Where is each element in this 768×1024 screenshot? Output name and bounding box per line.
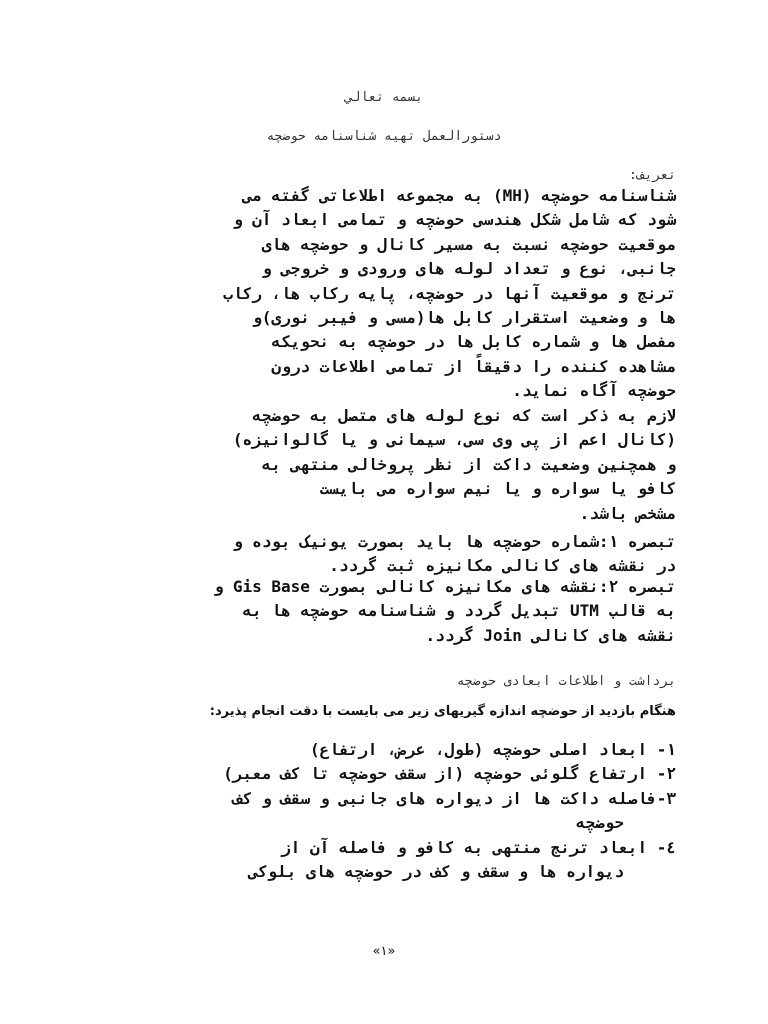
document-title: دستورالعمل تهيه شناسنامه حوضچه bbox=[266, 129, 502, 144]
paragraph-line: و همچنین وضعیت داکت از نظر پروخالی منتهی به bbox=[261, 454, 676, 474]
note-paragraph bbox=[90, 404, 676, 526]
measurements-list bbox=[90, 738, 676, 884]
list-item-continuation: حوضچه bbox=[575, 813, 624, 833]
list-item: ٤- ابعاد ترنج منتهی به کافو و فاصله آن از bbox=[281, 837, 676, 857]
paragraph-line: (کانال اعم از پی وی سی، سیمانی و یا گالوانیزه) bbox=[232, 430, 676, 450]
page-number: «۱» bbox=[372, 944, 396, 959]
paragraph-line: شود که شامل شکل هندسی حوضچه و تمامی ابعاد آن و bbox=[232, 210, 676, 230]
list-item: ۳-فاصله داکت ها از دیواره های جانبی و سقف و کف bbox=[232, 788, 676, 808]
paragraph-line: تبصره ۱:شماره حوضچه ها باید بصورت یونیک بوده و bbox=[232, 532, 676, 551]
measurements-heading: برداشت و اطلاعات ابعادی حوضچه bbox=[456, 674, 676, 689]
paragraph-line: نقشه های کانالی Join گردد. bbox=[425, 625, 676, 645]
paragraph-line: شناسنامه حوضچه (MH) به مجموعه اطلاعاتی گفته می bbox=[242, 186, 676, 205]
paragraph-line: کافو یا سواره و یا نیم سواره می بایست bbox=[319, 479, 676, 499]
list-item-continuation: دیواره ها و سقف و کف در حوضچه های بلوکی bbox=[248, 862, 624, 882]
definition-heading: تعريف: bbox=[629, 168, 676, 183]
paragraph-line: جانبی، نوع و تعداد لوله های ورودی و خروجی و bbox=[261, 259, 676, 279]
note-2-paragraph bbox=[90, 575, 676, 648]
paragraph-line: مشخص باشد. bbox=[579, 503, 676, 523]
paragraph-line: در نقشه های کانالی مکانیزه ثبت گردد. bbox=[329, 556, 676, 576]
definition-paragraph bbox=[90, 184, 676, 404]
list-item: ۲- ارتفاع گلوئی حوضچه (از سقف حوضچه تا کف معبر) bbox=[223, 764, 676, 784]
paragraph-line: مفصل ها و شماره کابل ها در حوضچه به نحویکه bbox=[271, 332, 676, 352]
paragraph-line: ترنج و موقعیت آنها در حوضچه، پایه رکاب ها، رکاب bbox=[223, 283, 676, 303]
paragraph-line: موقعیت حوضچه نسبت به مسیر کانال و حوضچه های bbox=[261, 234, 676, 254]
paragraph-line: تبصره ۲:نقشه های مکانیزه کانالی بصورت Gis Base و bbox=[213, 577, 676, 596]
note-1-paragraph bbox=[90, 530, 676, 579]
paragraph-line: مشاهده کننده را دقیقاً از تمامی اطلاعات درون bbox=[271, 356, 676, 376]
list-item: ۱- ابعاد اصلی حوضچه (طول، عرض، ارتفاع) bbox=[309, 740, 676, 759]
paragraph-line: حوضچه آگاه نماید. bbox=[512, 381, 676, 401]
measurements-instruction: هنگام بازدید از حوضچه اندازه گیریهای زیر می بایست با دقت انجام پذیرد: bbox=[209, 704, 676, 719]
paragraph-line: ها و وضعیت استقرار کابل ها(مسی و فیبر نوری)و bbox=[252, 308, 676, 328]
paragraph-line: لازم به ذکر است که نوع لوله های متصل به حوضچه bbox=[252, 406, 676, 425]
paragraph-line: به قالب UTM تبدیل گردد و شناسنامه حوضچه ها به bbox=[242, 601, 676, 621]
bismillah-heading: بسمه تعالي bbox=[344, 90, 424, 105]
